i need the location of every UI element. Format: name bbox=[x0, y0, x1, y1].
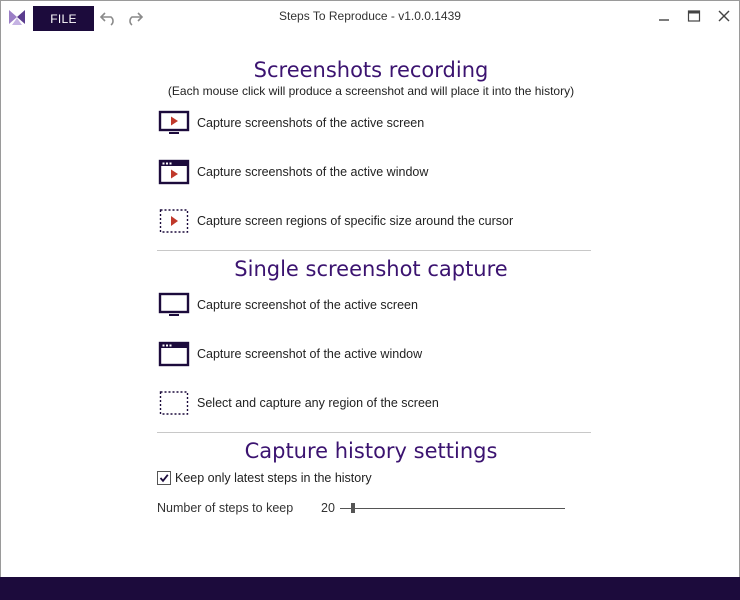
recording-subtitle: (Each mouse click will produce a screenshot and will place it into the history) bbox=[167, 84, 575, 98]
record-active-window-button[interactable] bbox=[158, 158, 428, 186]
action-label: Select and capture any region of the screen bbox=[197, 396, 439, 410]
section-divider bbox=[157, 250, 591, 251]
maximize-icon[interactable] bbox=[687, 9, 701, 23]
history-section-title: Capture history settings bbox=[244, 439, 498, 463]
action-label: Capture screenshot of the active screen bbox=[197, 298, 418, 312]
region-select-icon bbox=[158, 389, 190, 417]
checkmark-icon bbox=[159, 473, 169, 483]
minimize-icon[interactable] bbox=[657, 9, 671, 23]
capture-active-window-button[interactable] bbox=[158, 340, 422, 368]
close-icon[interactable] bbox=[717, 9, 731, 23]
steps-slider-track[interactable] bbox=[340, 508, 565, 509]
section-divider bbox=[157, 432, 591, 433]
record-region-button[interactable] bbox=[158, 207, 513, 235]
steps-slider-thumb[interactable] bbox=[351, 503, 355, 513]
record-active-screen-button[interactable] bbox=[158, 109, 424, 137]
title-bar[interactable] bbox=[1, 1, 739, 31]
window-title: Steps To Reproduce - v1.0.0.1439 bbox=[279, 9, 461, 23]
action-label: Capture screen regions of specific size around the cursor bbox=[197, 214, 514, 228]
action-label: Capture screenshots of the active screen bbox=[197, 116, 425, 130]
window-record-icon bbox=[158, 158, 190, 186]
keep-latest-checkbox[interactable] bbox=[157, 471, 171, 485]
capture-region-button[interactable] bbox=[158, 389, 439, 417]
single-section-title: Single screenshot capture bbox=[234, 257, 508, 281]
recording-section-title: Screenshots recording bbox=[253, 58, 489, 82]
file-menu-button[interactable]: FILE bbox=[33, 6, 94, 31]
steps-to-keep-label: Number of steps to keep bbox=[157, 501, 294, 515]
region-record-icon bbox=[158, 207, 190, 235]
keep-latest-label: Keep only latest steps in the history bbox=[175, 471, 372, 485]
action-label: Capture screenshots of the active window bbox=[197, 165, 429, 179]
status-bar bbox=[0, 577, 740, 600]
action-label: Capture screenshot of the active window bbox=[197, 347, 423, 361]
screen-record-icon bbox=[158, 109, 190, 137]
steps-to-keep-value: 20 bbox=[321, 501, 335, 515]
monitor-icon bbox=[158, 291, 190, 319]
window-icon bbox=[158, 340, 190, 368]
keep-latest-checkbox-row[interactable] bbox=[157, 471, 372, 485]
capture-active-screen-button[interactable] bbox=[158, 291, 418, 319]
